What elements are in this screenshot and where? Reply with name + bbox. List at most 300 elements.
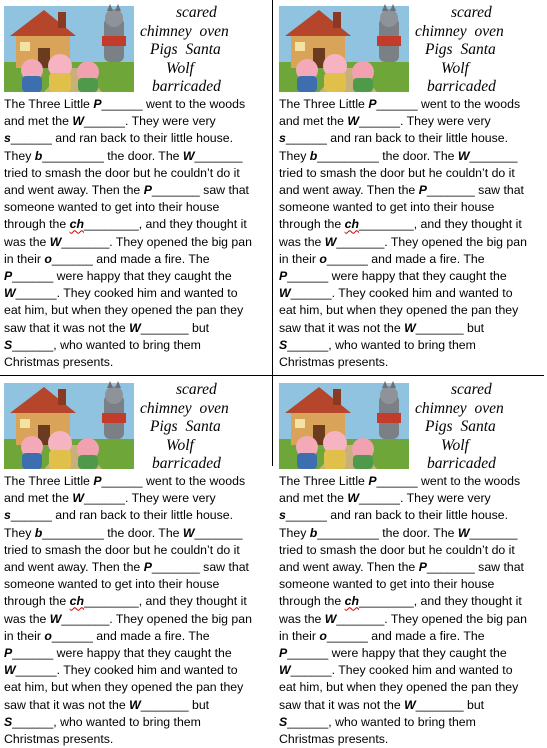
word-scared: scared <box>451 381 492 398</box>
story-text: They <box>4 148 35 163</box>
story-text: ______. They were very <box>358 114 491 129</box>
word-chimney: chimney <box>140 22 192 40</box>
house-window <box>20 42 30 51</box>
word-chimney: chimney <box>415 399 467 417</box>
blank-hint-letter: W <box>129 697 141 712</box>
story-text: _________ the door. The <box>317 148 458 163</box>
story-text: _______ saw that <box>151 560 249 575</box>
story-line <box>279 165 545 182</box>
blank-hint-letter: S <box>4 714 13 729</box>
story-line <box>279 216 545 233</box>
story-text: ______. They were very <box>358 491 491 506</box>
blank-hint-letter: W <box>129 320 141 335</box>
word-wolf: Wolf <box>166 59 194 77</box>
pig-1 <box>296 436 318 469</box>
story-line <box>279 473 545 490</box>
story-line <box>279 96 545 113</box>
pig-1 <box>296 59 318 92</box>
blank-hint-letter: W <box>4 663 16 678</box>
house-window <box>295 419 305 428</box>
story-line <box>4 216 270 233</box>
story-line <box>279 199 545 216</box>
blank-hint-letter: P <box>418 560 427 575</box>
word-bank-line <box>411 41 547 60</box>
story-text: through the <box>4 217 70 232</box>
story-line <box>4 130 270 147</box>
story-text: ______ were happy that they caught the <box>287 269 507 284</box>
story-text: ______ and made a fire. The <box>51 628 210 643</box>
story-line <box>279 302 545 319</box>
story-text: ______. They cooked him and wanted to <box>290 286 513 301</box>
story-text: Christmas presents. <box>279 355 389 370</box>
word-barricaded: barricaded <box>152 78 221 96</box>
story-line <box>4 199 270 216</box>
story-text: ______ and made a fire. The <box>51 251 210 266</box>
story-line <box>4 285 270 302</box>
story-text: The Three Little <box>279 97 369 111</box>
blank-hint-letter: W <box>347 114 359 129</box>
story-line <box>279 268 545 285</box>
story-text: someone wanted to get into their house <box>4 200 220 215</box>
blank-hint-letter: P <box>143 183 152 198</box>
word-bank-line <box>411 78 547 97</box>
story-line <box>4 182 270 199</box>
story-text: and went away. Then the <box>279 183 419 198</box>
story-line <box>279 130 545 147</box>
story-text: and met the <box>4 114 73 129</box>
word-bank <box>411 4 547 97</box>
word-bank <box>136 4 272 97</box>
blank-hint-letter: W <box>347 491 359 506</box>
story-text: _______ saw that <box>426 183 524 198</box>
blank-hint-letter: S <box>279 714 288 729</box>
story-text: _______ <box>469 525 518 540</box>
story-line <box>4 697 270 714</box>
blank-hint-letter: W <box>404 320 416 335</box>
story-line <box>4 611 270 628</box>
word-santa: Santa <box>460 41 496 59</box>
blank-hint-letter: s <box>279 131 286 146</box>
word-chimney: chimney <box>415 22 467 40</box>
story-line <box>4 731 270 748</box>
story-line <box>279 490 545 507</box>
blank-hint-letter: o <box>44 628 52 643</box>
story-text: ______, who wanted to bring them <box>12 337 201 352</box>
story-text: _______ <box>194 525 243 540</box>
story-text: ______ were happy that they caught the <box>12 269 232 284</box>
word-bank-line <box>136 381 272 400</box>
story-text: _________ the door. The <box>42 525 183 540</box>
blank-hint-letter: P <box>93 97 102 111</box>
blank-hint-letter: P <box>143 560 152 575</box>
story-line <box>279 285 545 302</box>
story-text: _______ saw that <box>426 560 524 575</box>
house-window <box>20 419 30 428</box>
blank-hint-letter: s <box>4 131 11 146</box>
story-text: ______ were happy that they caught the <box>287 646 507 661</box>
blank-hint-letter: o <box>319 251 327 266</box>
story-line <box>4 251 270 268</box>
word-bank-line <box>411 381 547 400</box>
word-pigs: Pigs <box>150 41 178 59</box>
pig-2 <box>323 54 347 92</box>
story-text: ______. They cooked him and wanted to <box>290 663 513 678</box>
story-line <box>4 354 270 371</box>
story-text: ______ and made a fire. The <box>326 628 485 643</box>
story-line <box>4 542 270 559</box>
story-line <box>4 490 270 507</box>
word-bank-line <box>411 455 547 474</box>
blank-hint-letter: W <box>404 697 416 712</box>
story-text: ________, and they thought it <box>359 217 522 232</box>
word-barricaded: barricaded <box>152 455 221 473</box>
story-line <box>279 576 545 593</box>
story-text: in their <box>4 628 45 643</box>
story-text: through the <box>279 217 345 232</box>
blank-hint-letter: W <box>457 148 470 163</box>
story-line <box>279 714 545 731</box>
story-text: someone wanted to get into their house <box>279 200 495 215</box>
story-line <box>279 507 545 524</box>
word-bank-line <box>136 60 272 79</box>
story-text: They <box>4 525 35 540</box>
word-scared: scared <box>451 4 492 21</box>
story-text: The Three Little <box>279 474 369 488</box>
story-line <box>279 234 545 251</box>
story-text: someone wanted to get into their house <box>279 577 495 592</box>
story-line <box>4 714 270 731</box>
story-text: ________, and they thought it <box>84 594 247 609</box>
blank-hint-letter: P <box>93 474 102 488</box>
word-bank-line <box>411 23 547 42</box>
story-text: _________ the door. The <box>317 525 458 540</box>
blank-hint-letter: b <box>34 525 43 540</box>
story-line <box>4 645 270 662</box>
story-text: They <box>279 525 310 540</box>
word-wolf: Wolf <box>166 436 194 454</box>
story-text: eat him, but when they opened the pan they <box>279 680 519 695</box>
story-line <box>4 593 270 610</box>
story-text: saw that it was not the <box>279 697 405 712</box>
blank-hint-letter: W <box>4 286 16 301</box>
word-bank-line <box>136 437 272 456</box>
story-text: and went away. Then the <box>279 560 419 575</box>
story-line <box>279 662 545 679</box>
story-line <box>279 593 545 610</box>
blank-hint-letter: s <box>4 508 11 523</box>
word-bank-line <box>136 41 272 60</box>
story-line <box>279 628 545 645</box>
story-line <box>4 165 270 182</box>
story-text: and met the <box>4 491 73 506</box>
story-text: _______ but <box>415 697 485 712</box>
story-line <box>4 337 270 354</box>
three-pigs-illustration <box>279 6 409 92</box>
story-text: tried to smash the door but he couldn’t do it <box>4 165 240 180</box>
word-barricaded: barricaded <box>427 455 496 473</box>
blank-hint-letter: W <box>72 491 84 506</box>
story-text: ______, who wanted to bring them <box>287 337 476 352</box>
story-text: in their <box>279 628 320 643</box>
blank-hint-letter: W <box>457 525 470 540</box>
story-text: ______ and ran back to their little house. <box>285 131 509 146</box>
pig-2 <box>48 54 72 92</box>
word-bank-line <box>136 23 272 42</box>
word-barricaded: barricaded <box>427 78 496 96</box>
word-scared: scared <box>176 381 217 398</box>
blank-hint-letter: b <box>309 148 318 163</box>
story-text: ______ went to the woods <box>101 97 246 111</box>
pig-3 <box>352 438 374 469</box>
story-text: in their <box>279 251 320 266</box>
story-line <box>279 731 545 748</box>
story-text: ________, and they thought it <box>359 594 522 609</box>
story-line <box>4 268 270 285</box>
word-pigs: Pigs <box>150 418 178 436</box>
blank-hint-letter: o <box>319 628 327 643</box>
story-text: _______ saw that <box>151 183 249 198</box>
story-text: _______. They opened the big pan <box>336 611 527 626</box>
worksheet-card-bottom-left <box>4 377 272 747</box>
blank-hint-letter: W <box>182 525 195 540</box>
pig-1 <box>21 59 43 92</box>
story-text: _______. They opened the big pan <box>61 611 252 626</box>
word-bank <box>136 381 272 474</box>
blank-hint-letter: ch <box>69 217 84 232</box>
word-oven: oven <box>199 22 229 40</box>
blank-hint-letter: P <box>4 269 13 284</box>
pig-3 <box>77 438 99 469</box>
story-text: and met the <box>279 491 348 506</box>
story-text: Christmas presents. <box>279 732 389 747</box>
story-line <box>4 679 270 696</box>
three-pigs-illustration <box>279 383 409 469</box>
story-text: and went away. Then the <box>4 560 144 575</box>
blank-hint-letter: ch <box>344 594 359 609</box>
story-text: Christmas presents. <box>4 355 114 370</box>
story-text: ______, who wanted to bring them <box>287 714 476 729</box>
pig-2 <box>323 431 347 469</box>
story-text: ______ and ran back to their little house. <box>285 508 509 523</box>
house-chimney <box>333 12 341 28</box>
story-text: ______ went to the woods <box>376 474 521 488</box>
blank-hint-letter: P <box>368 474 377 488</box>
word-santa: Santa <box>185 418 221 436</box>
blank-hint-letter: W <box>279 663 291 678</box>
story-text: ______. They cooked him and wanted to <box>15 286 238 301</box>
word-bank-line <box>411 4 547 23</box>
story-text: ______. They cooked him and wanted to <box>15 663 238 678</box>
word-scared: scared <box>176 4 217 21</box>
pig-3 <box>352 61 374 92</box>
word-bank-line <box>411 418 547 437</box>
story-text: through the <box>4 594 70 609</box>
story-text: Christmas presents. <box>4 732 114 747</box>
word-bank-line <box>136 78 272 97</box>
story-text: _______ <box>469 148 518 163</box>
blank-hint-letter: ch <box>69 594 84 609</box>
worksheet-card-top-right <box>279 0 547 374</box>
word-pigs: Pigs <box>425 41 453 59</box>
story-line <box>279 697 545 714</box>
story-line <box>4 525 270 542</box>
story-text: was the <box>279 234 325 249</box>
story-line <box>4 96 270 113</box>
story-line <box>4 234 270 251</box>
story-text: eat him, but when they opened the pan they <box>4 303 244 318</box>
blank-hint-letter: b <box>309 525 318 540</box>
story-paragraph <box>4 473 270 748</box>
word-bank-line <box>136 4 272 23</box>
story-text: tried to smash the door but he couldn’t do it <box>279 542 515 557</box>
story-text: and met the <box>279 114 348 129</box>
story-line <box>4 507 270 524</box>
word-oven: oven <box>199 399 229 417</box>
word-wolf: Wolf <box>441 59 469 77</box>
blank-hint-letter: P <box>279 269 288 284</box>
story-line <box>4 473 270 490</box>
story-line <box>279 113 545 130</box>
word-pigs: Pigs <box>425 418 453 436</box>
story-line <box>279 320 545 337</box>
story-line <box>279 679 545 696</box>
story-paragraph <box>279 473 545 748</box>
story-line <box>4 302 270 319</box>
story-line <box>279 542 545 559</box>
story-text: someone wanted to get into their house <box>4 577 220 592</box>
story-text: tried to smash the door but he couldn’t do it <box>4 542 240 557</box>
word-bank-line <box>411 400 547 419</box>
story-text: _______ <box>194 148 243 163</box>
word-bank-line <box>136 400 272 419</box>
blank-hint-letter: S <box>279 337 288 352</box>
horizontal-cut-line <box>0 375 544 376</box>
blank-hint-letter: s <box>279 508 286 523</box>
story-line <box>4 576 270 593</box>
word-oven: oven <box>474 22 504 40</box>
pig-3 <box>77 61 99 92</box>
pig-2 <box>48 431 72 469</box>
blank-hint-letter: W <box>72 114 84 129</box>
story-text: ______ and made a fire. The <box>326 251 485 266</box>
blank-hint-letter: W <box>49 234 62 249</box>
story-line <box>4 148 270 165</box>
story-text: ________, and they thought it <box>84 217 247 232</box>
blank-hint-letter: P <box>368 97 377 111</box>
story-paragraph <box>279 96 545 371</box>
word-oven: oven <box>474 399 504 417</box>
word-santa: Santa <box>460 418 496 436</box>
story-line <box>4 320 270 337</box>
blank-hint-letter: W <box>182 148 195 163</box>
three-pigs-illustration <box>4 6 134 92</box>
blank-hint-letter: o <box>44 251 52 266</box>
house-window <box>295 42 305 51</box>
blank-hint-letter: b <box>34 148 43 163</box>
story-text: _______ but <box>140 320 210 335</box>
story-text: They <box>279 148 310 163</box>
word-bank-line <box>411 437 547 456</box>
story-text: ______ went to the woods <box>101 474 246 488</box>
word-bank <box>411 381 547 474</box>
story-text: The Three Little <box>4 97 94 111</box>
blank-hint-letter: W <box>324 611 337 626</box>
story-text: in their <box>4 251 45 266</box>
story-line <box>279 611 545 628</box>
pig-1 <box>21 436 43 469</box>
story-text: ______. They were very <box>83 491 216 506</box>
house-chimney <box>333 389 341 405</box>
word-bank-line <box>136 418 272 437</box>
blank-hint-letter: P <box>4 646 13 661</box>
story-line <box>4 628 270 645</box>
story-text: through the <box>279 594 345 609</box>
story-text: ______ and ran back to their little house. <box>10 131 234 146</box>
blank-hint-letter: P <box>418 183 427 198</box>
story-text: _______. They opened the big pan <box>61 234 252 249</box>
blank-hint-letter: ch <box>344 217 359 232</box>
story-text: _______ but <box>415 320 485 335</box>
word-bank-line <box>136 455 272 474</box>
story-text: was the <box>4 611 50 626</box>
story-text: _________ the door. The <box>42 148 183 163</box>
story-paragraph <box>4 96 270 371</box>
house-chimney <box>58 389 66 405</box>
worksheet-card-bottom-right <box>279 377 547 747</box>
story-text: ______ went to the woods <box>376 97 521 111</box>
story-line <box>279 148 545 165</box>
story-text: _______ but <box>140 697 210 712</box>
three-pigs-illustration <box>4 383 134 469</box>
story-line <box>279 354 545 371</box>
blank-hint-letter: W <box>324 234 337 249</box>
story-line <box>279 645 545 662</box>
story-line <box>4 559 270 576</box>
word-wolf: Wolf <box>441 436 469 454</box>
story-text: saw that it was not the <box>279 320 405 335</box>
blank-hint-letter: W <box>49 611 62 626</box>
blank-hint-letter: S <box>4 337 13 352</box>
story-text: ______ and ran back to their little house. <box>10 508 234 523</box>
blank-hint-letter: W <box>279 286 291 301</box>
story-text: was the <box>279 611 325 626</box>
story-text: eat him, but when they opened the pan they <box>4 680 244 695</box>
story-text: eat him, but when they opened the pan they <box>279 303 519 318</box>
vertical-cut-line <box>272 0 273 466</box>
worksheet-card-top-left <box>4 0 272 374</box>
story-text: saw that it was not the <box>4 697 130 712</box>
word-santa: Santa <box>185 41 221 59</box>
story-line <box>279 559 545 576</box>
story-text: tried to smash the door but he couldn’t do it <box>279 165 515 180</box>
house-chimney <box>58 12 66 28</box>
story-line <box>279 525 545 542</box>
story-text: _______. They opened the big pan <box>336 234 527 249</box>
word-bank-line <box>411 60 547 79</box>
story-line <box>279 337 545 354</box>
story-line <box>4 113 270 130</box>
story-text: ______. They were very <box>83 114 216 129</box>
story-line <box>279 251 545 268</box>
story-line <box>4 662 270 679</box>
story-text: ______ were happy that they caught the <box>12 646 232 661</box>
word-chimney: chimney <box>140 399 192 417</box>
story-line <box>279 182 545 199</box>
story-text: ______, who wanted to bring them <box>12 714 201 729</box>
story-text: was the <box>4 234 50 249</box>
blank-hint-letter: P <box>279 646 288 661</box>
story-text: The Three Little <box>4 474 94 488</box>
